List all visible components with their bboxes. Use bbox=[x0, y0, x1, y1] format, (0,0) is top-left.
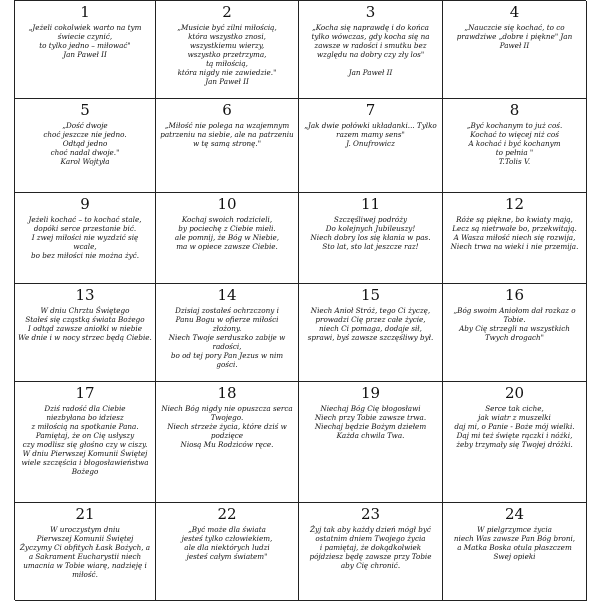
card-number: 8 bbox=[509, 101, 520, 119]
card-number: 7 bbox=[365, 101, 376, 119]
card-number: 2 bbox=[222, 3, 232, 21]
card-1 bbox=[15, 1, 156, 99]
card-4 bbox=[443, 1, 587, 99]
card-quote: „Dość dwoje choć jeszcze nie jedno. Odtąd jedno choć nadal dwoje." Karol Wojtyła bbox=[43, 121, 127, 166]
card-5 bbox=[15, 99, 156, 193]
card-number: 12 bbox=[504, 195, 525, 213]
card-quote: Niech Anioł Stróż, tego Ci życzę, prowadzi Cię przez całe życie, niech Ci pomaga, dodaje sił, sprawi, byś zawsze szczęśliwy był. bbox=[307, 306, 434, 342]
card-quote: Kochaj swoich rodzicieli, by pociechę z Ciebie mieli. ale pomnij, że Bóg w Niebie, ma w opiece zawsze Ciebie. bbox=[174, 215, 280, 251]
card-quote: „Miłość nie polega na wzajemnym patrzeniu na siebie, ale na patrzeniu w tę samą stronę." bbox=[160, 121, 294, 148]
card-number: 20 bbox=[504, 384, 525, 402]
card-number: 9 bbox=[80, 195, 90, 213]
card-15 bbox=[299, 284, 443, 382]
card-quote: „Jak dwie połówki układanki... Tylko razem mamy sens" J. Onufrowicz bbox=[304, 121, 437, 148]
card-quote: „Być kochanym to już coś. Kochać to więcej niż coś A kochać i być kochanym to pełnia " T.Tolis V. bbox=[466, 121, 563, 166]
card-23 bbox=[299, 503, 443, 601]
card-number: 4 bbox=[509, 3, 520, 21]
card-quote: „Musicie być zilni miłością, która wszystko znosi, wszystkiemu wierzy, wszystko przetrzyma, tą miłością, która nigdy nie zawiedzie." Jan Paweł II bbox=[177, 23, 277, 86]
card-number: 13 bbox=[75, 286, 95, 304]
card-7 bbox=[299, 99, 443, 193]
card-quote: „Być może dla świata jesteś tylko człowiekiem, ale dla niektórych ludzi jesteś całym światem" bbox=[181, 525, 273, 561]
card-10 bbox=[156, 193, 299, 284]
card-18 bbox=[156, 382, 299, 503]
card-number: 3 bbox=[365, 3, 376, 21]
card-16 bbox=[443, 284, 587, 382]
card-number: 18 bbox=[217, 384, 237, 402]
card-17 bbox=[15, 382, 156, 503]
card-number: 11 bbox=[360, 195, 381, 213]
card-number: 14 bbox=[217, 286, 237, 304]
card-21 bbox=[15, 503, 156, 601]
card-number: 17 bbox=[75, 384, 95, 402]
card-quote: W uroczystym dniu Pierwszej Komunii Świętej Życzymy Ci obfitych Łask Bożych, a a Sakrament Eucharystii niech umacnia w Tobie wiarę, nadzieję i miłość. bbox=[19, 525, 151, 579]
card-12 bbox=[443, 193, 587, 284]
card-number: 21 bbox=[75, 505, 95, 523]
card-number: 16 bbox=[504, 286, 525, 304]
card-3 bbox=[299, 1, 443, 99]
card-quote: „Nauczcie się kochać, to co prawdziwe „dobre i piękne" Jan Paweł II bbox=[456, 23, 573, 50]
card-number: 5 bbox=[80, 101, 90, 119]
card-quote: Żyj tak aby każdy dzień mógł być ostatnim dniem Twojego życia i pamiętaj, że dokądkolwiek pójdziesz będę zawsze przy Tobie aby Cię chronić. bbox=[309, 525, 432, 570]
card-quote: „Kocha się naprawdę i do końca tylko wówczas, gdy kocha się na zawsze w radości i smutku bez względu na dobry czy zły los" Jan Paweł II bbox=[311, 23, 430, 77]
card-2 bbox=[156, 1, 299, 99]
card-9 bbox=[15, 193, 156, 284]
card-quote: Dziś radość dla Ciebie niezbyłana bo idziesz z miłością na spotkanie Pana. Pamiętaj, że on Cię usłyszy czy modlisz się głośno czy w ciszy. W dniu Pierwszej Komunii Świętej wiele szczęścia i błogosławieństwa Bożego bbox=[21, 404, 149, 476]
card-quote: „Bóg swoim Aniołom dał rozkaz o Tobie. Aby Cię strzegli na wszystkich Twych drogach" bbox=[453, 306, 576, 342]
card-quote: „Jeżeli cokolwiek warto na tym świecie czynić, to tylko jedno – miłować" Jan Paweł II bbox=[28, 23, 142, 59]
card-quote: W pielgrzymce życia niech Was zawsze Pan Bóg broni, a Matka Boska otula płaszczem Swej opieki bbox=[453, 525, 576, 561]
card-6 bbox=[156, 99, 299, 193]
card-19 bbox=[299, 382, 443, 503]
card-quote: Róże są piękne, bo kwiaty mają, Lecz są nietrwałe bo, przekwitają. A Wasza miłość niech się rozwija, Niech trwa na wieki i nie przemija. bbox=[450, 215, 579, 251]
card-13 bbox=[15, 284, 156, 382]
card-number: 24 bbox=[504, 505, 525, 523]
card-number: 1 bbox=[80, 3, 90, 21]
card-number: 22 bbox=[217, 505, 237, 523]
card-number: 10 bbox=[217, 195, 237, 213]
card-number: 19 bbox=[360, 384, 381, 402]
card-24 bbox=[443, 503, 587, 601]
card-quote: Niechaj Bóg Cię błogosławi Niech przy Tobie zawsze trwa. Niechaj będzie Bożym dziełem Każda chwila Twa. bbox=[314, 404, 427, 440]
card-22 bbox=[156, 503, 299, 601]
card-grid bbox=[14, 0, 586, 600]
card-quote: W dniu Chrztu Świętego Stałeś się cząstką świata Bożego I odtąd zawsze aniołki w niebie We dnie i w nocy strzec będą Ciebie. bbox=[18, 306, 152, 342]
card-11 bbox=[299, 193, 443, 284]
card-quote: Niech Bóg nigdy nie opuszcza serca Twojego. Niech strzeże życia, które dziś w podzięce Niosą Mu Rodziców ręce. bbox=[161, 404, 293, 449]
card-number: 6 bbox=[222, 101, 232, 119]
card-quote: Szczęśliwej podróży Do kolejnych Jubileuszy! Niech dobry los się kłania w pas. Sto lat, sto lat jeszcze raz! bbox=[310, 215, 431, 251]
card-number: 15 bbox=[360, 286, 381, 304]
card-14 bbox=[156, 284, 299, 382]
card-quote: Dzisiaj zostałeś ochrzczony i Panu Bogu w ofierze miłości złożony. Niech Twoje serduszko zabije w radości, bo od tej pory Pan Jezus w nim gości. bbox=[168, 306, 286, 369]
card-20 bbox=[443, 382, 587, 503]
card-number: 23 bbox=[360, 505, 381, 523]
card-quote: Jeżeli kochać – to kochać stale, dopóki serce przestanie bić. I zwej miłości nie wyzdzić się wcale, bo bez miłości nie można żyć. bbox=[28, 215, 142, 260]
card-8 bbox=[443, 99, 587, 193]
card-quote: Serce tak ciche, jak wiatr z muszelki daj mi, o Panie - Boże mój wielki. Daj mi też święte rączki i nóżki, żeby trzymały się Twojej dróżki. bbox=[454, 404, 575, 449]
